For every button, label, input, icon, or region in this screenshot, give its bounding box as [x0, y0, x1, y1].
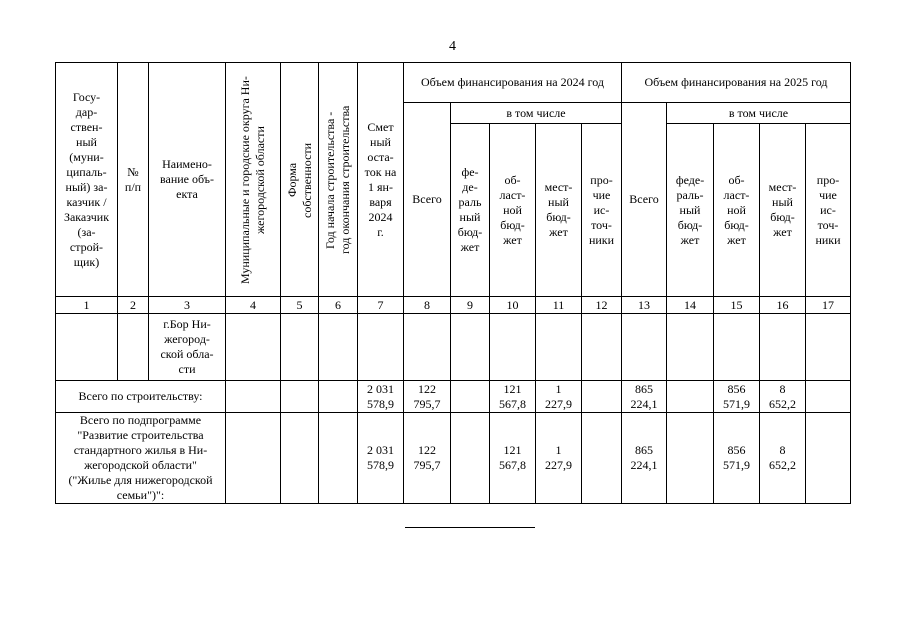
empty-cell [226, 413, 281, 504]
header-2025-local-budget: мест- ный бюд- жет [760, 124, 806, 297]
empty-cell [281, 314, 319, 381]
column-number: 13 [622, 297, 667, 314]
column-number: 9 [451, 297, 490, 314]
empty-cell [667, 381, 714, 413]
empty-cell [358, 314, 404, 381]
header-municipality: Муниципальные и городские округа Ни- жегородской области [238, 75, 267, 284]
header-estimated-balance: Смет ный оста- ток на 1 ян- варя 2024 г. [358, 63, 404, 297]
header-ownership-form: Форма собственности [284, 141, 314, 218]
empty-cell [404, 314, 451, 381]
empty-cell [319, 413, 358, 504]
empty-cell [451, 381, 490, 413]
subprogram-total-2025-local: 8 652,2 [760, 413, 806, 504]
subprogram-total-2024-regional: 121 567,8 [490, 413, 536, 504]
subprogram-total-row [56, 413, 851, 504]
header-2025-total: Всего [622, 103, 667, 297]
empty-cell [118, 314, 149, 381]
column-number: 6 [319, 297, 358, 314]
column-number: 4 [226, 297, 281, 314]
empty-cell [319, 314, 358, 381]
column-number: 12 [582, 297, 622, 314]
column-number: 11 [536, 297, 582, 314]
column-number: 5 [281, 297, 319, 314]
object-name-bor: г.Бор Ни- жегород- ской обла- сти [149, 314, 226, 381]
subprogram-total-2024-local: 1 227,9 [536, 413, 582, 504]
header-municipality-cell [226, 63, 281, 297]
column-number: 15 [714, 297, 760, 314]
total-construction-2024-local: 1 227,9 [536, 381, 582, 413]
column-number: 3 [149, 297, 226, 314]
header-2024-regional-budget: об- ласт- ной бюд- жет [490, 124, 536, 297]
column-number: 16 [760, 297, 806, 314]
total-construction-label: Всего по строительству: [56, 381, 226, 413]
empty-cell [536, 314, 582, 381]
empty-cell [281, 413, 319, 504]
empty-cell [806, 314, 851, 381]
header-financing-2024-title: Объем финансирования на 2024 год [404, 63, 622, 103]
total-construction-2025-local: 8 652,2 [760, 381, 806, 413]
empty-cell [451, 413, 490, 504]
column-numbers-row [56, 297, 851, 314]
header-construction-period-cell [319, 63, 358, 297]
page-number: 4 [449, 39, 456, 54]
empty-cell [667, 314, 714, 381]
subprogram-total-estimated-balance: 2 031 578,9 [358, 413, 404, 504]
column-number: 14 [667, 297, 714, 314]
empty-cell [622, 314, 667, 381]
object-row-bor [56, 314, 851, 381]
column-number: 7 [358, 297, 404, 314]
empty-cell [582, 381, 622, 413]
column-number: 8 [404, 297, 451, 314]
header-row-main [56, 63, 851, 103]
empty-cell [226, 381, 281, 413]
empty-cell [319, 381, 358, 413]
subprogram-total-2025-regional: 856 571,9 [714, 413, 760, 504]
subprogram-total-2024-total: 122 795,7 [404, 413, 451, 504]
subprogram-total-2025-total: 865 224,1 [622, 413, 667, 504]
empty-cell [667, 413, 714, 504]
column-number: 10 [490, 297, 536, 314]
total-construction-2025-regional: 856 571,9 [714, 381, 760, 413]
header-2024-federal-budget: фе- де- раль ный бюд- жет [451, 124, 490, 297]
empty-cell [806, 381, 851, 413]
total-construction-2024-total: 122 795,7 [404, 381, 451, 413]
empty-cell [760, 314, 806, 381]
column-number: 2 [118, 297, 149, 314]
empty-cell [714, 314, 760, 381]
header-2024-including: в том числе [451, 103, 622, 124]
empty-cell [582, 314, 622, 381]
header-object-name: Наимено- вание объ- екта [149, 63, 226, 297]
total-construction-estimated-balance: 2 031 578,9 [358, 381, 404, 413]
empty-cell [226, 314, 281, 381]
total-construction-row [56, 381, 851, 413]
empty-cell [56, 314, 118, 381]
header-2025-federal-budget: феде- раль- ный бюд- жет [667, 124, 714, 297]
empty-cell [806, 413, 851, 504]
header-2025-regional-budget: об- ласт- ной бюд- жет [714, 124, 760, 297]
header-construction-period: Год начала строительства - год окончания строительства [323, 105, 352, 254]
empty-cell [281, 381, 319, 413]
column-number: 1 [56, 297, 118, 314]
header-financing-2025-title: Объем финансирования на 2025 год [622, 63, 851, 103]
end-of-table-line [405, 527, 535, 528]
subprogram-total-label: Всего по подпрограмме "Развитие строительства стандартного жилья в Ни- жегородской области" ("Жилье для нижегородской семьи")": [56, 413, 226, 504]
header-2025-including: в том числе [667, 103, 851, 124]
header-2024-total: Всего [404, 103, 451, 297]
total-construction-2025-total: 865 224,1 [622, 381, 667, 413]
empty-cell [490, 314, 536, 381]
column-number: 17 [806, 297, 851, 314]
empty-cell [451, 314, 490, 381]
header-item-number: № п/п [118, 63, 149, 297]
header-ownership-form-cell [281, 63, 319, 297]
header-2025-other-sources: про- чие ис- точ- ники [806, 124, 851, 297]
financing-table [55, 62, 851, 504]
total-construction-2024-regional: 121 567,8 [490, 381, 536, 413]
header-2024-other-sources: про- чие ис- точ- ники [582, 124, 622, 297]
header-2024-local-budget: мест- ный бюд- жет [536, 124, 582, 297]
header-customer: Госу- дар- ствен- ный (муни- ципаль- ный) за- казчик / Заказчик (за- строй- щик) [56, 63, 118, 297]
empty-cell [582, 413, 622, 504]
